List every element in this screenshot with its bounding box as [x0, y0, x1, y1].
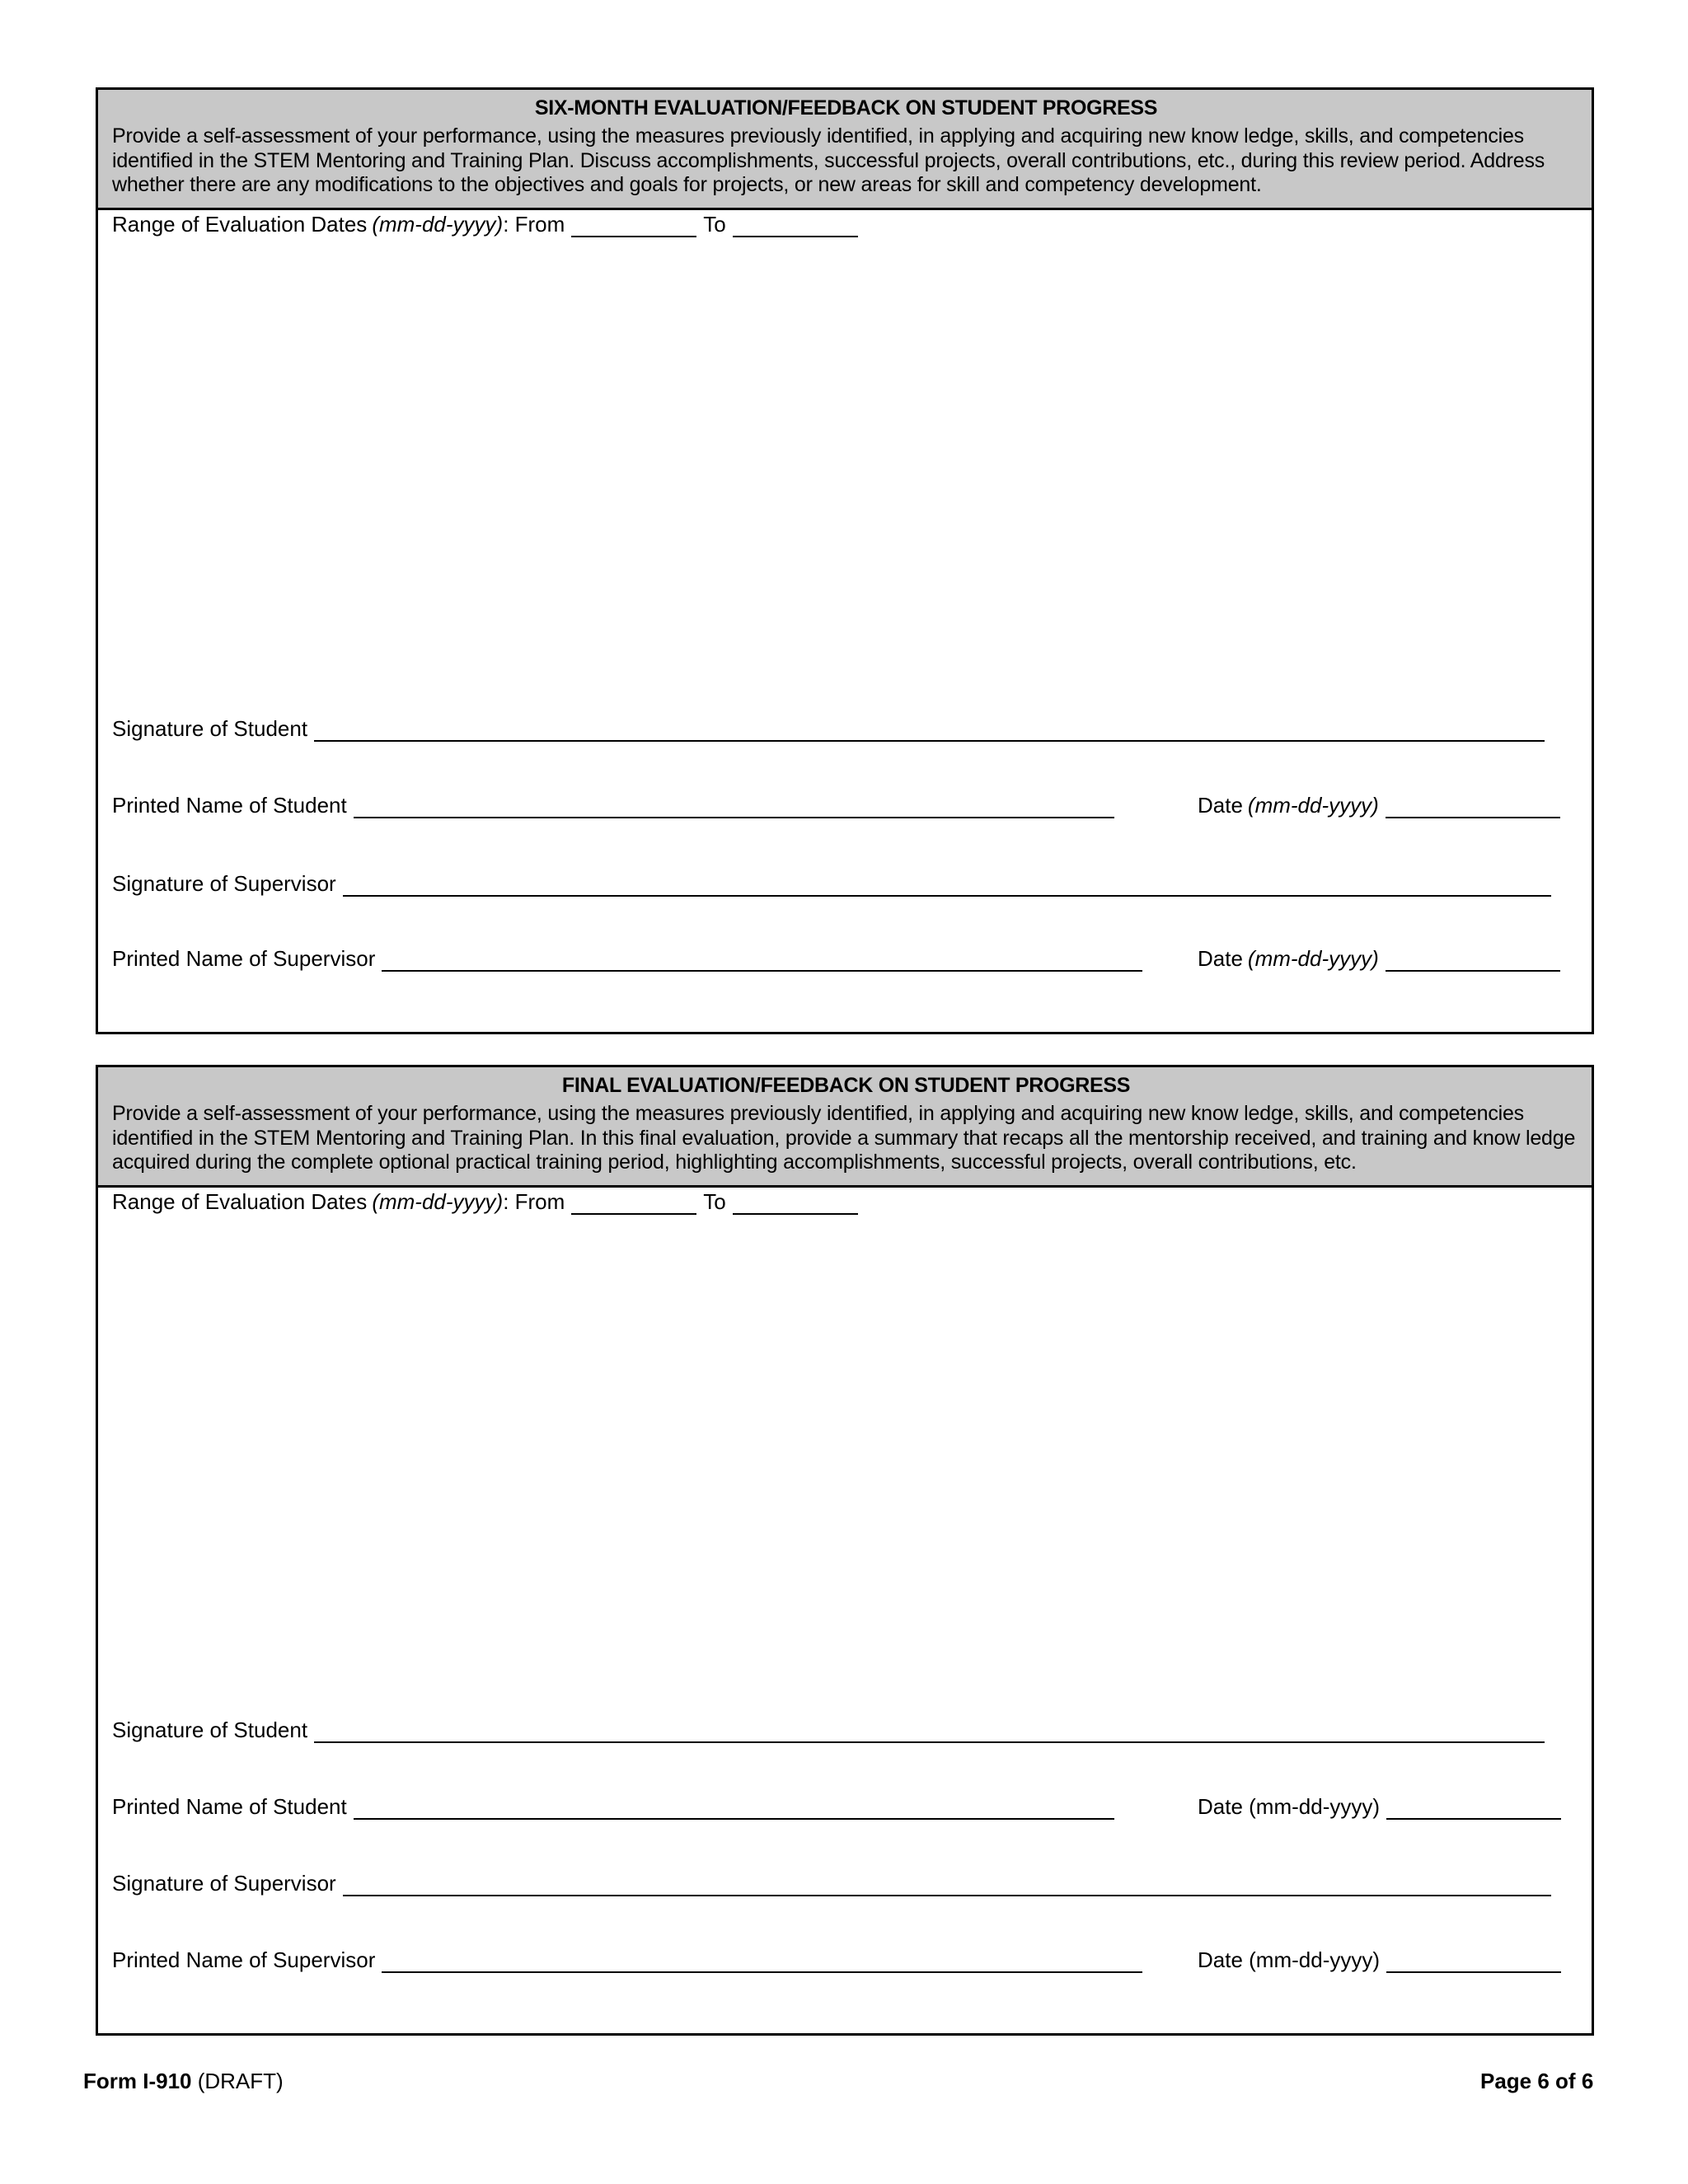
- student-date-label: Date: [1198, 792, 1243, 818]
- student-printed-name-row: [112, 1794, 1114, 1820]
- student-date-format: (mm-dd-yyyy): [1247, 792, 1379, 818]
- section-header: [98, 1067, 1592, 1188]
- section-header: [98, 90, 1592, 210]
- supervisor-signature-field[interactable]: [343, 1875, 1551, 1896]
- form-id: Form I-910: [83, 2069, 192, 2093]
- range-from-label: : From: [503, 1188, 565, 1214]
- section-instructions: Provide a self-assessment of your performance, using the measures previously identified, in applying and acquiring new know ledge, skills, and competencies identified in the STEM Mentoring and Training Plan. Discuss accomplishments, successful projects, overall contributions, etc., during this review period. Address whether there are any modifications to the objectives and goals for projects, or new areas for skill and competency development.: [112, 124, 1545, 196]
- range-label: Range of Evaluation Dates: [112, 1188, 368, 1214]
- section-title: FINAL EVALUATION/FEEDBACK ON STUDENT PROGRESS: [561, 1074, 1131, 1097]
- range-label: Range of Evaluation Dates: [112, 211, 368, 237]
- supervisor-date-label: Date: [1198, 945, 1243, 971]
- supervisor-date-field[interactable]: [1386, 1952, 1561, 1973]
- student-printed-name-row: [112, 793, 1114, 818]
- range-from-label: : From: [503, 211, 565, 237]
- supervisor-date-field[interactable]: [1386, 950, 1560, 972]
- range-to-field[interactable]: [733, 216, 858, 237]
- final-evaluation-section: [96, 1065, 1594, 2036]
- supervisor-signature-row: [112, 1871, 1551, 1896]
- supervisor-date-row: [1198, 1947, 1561, 1973]
- student-signature-label: Signature of Student: [112, 715, 308, 741]
- student-date-row: [1198, 793, 1560, 818]
- form-identifier: [83, 2069, 284, 2094]
- supervisor-printed-name-label: Printed Name of Supervisor: [112, 1947, 376, 1972]
- form-status: (DRAFT): [191, 2069, 284, 2093]
- student-date-row: [1198, 1794, 1561, 1820]
- student-date-field[interactable]: [1386, 797, 1560, 818]
- supervisor-date-row: [1198, 946, 1560, 972]
- supervisor-signature-field[interactable]: [343, 875, 1551, 897]
- student-printed-name-field[interactable]: [354, 797, 1114, 818]
- supervisor-date-label: Date (mm-dd-yyyy): [1198, 1947, 1381, 1972]
- supervisor-printed-name-field[interactable]: [382, 950, 1142, 972]
- supervisor-signature-row: [112, 871, 1551, 897]
- student-signature-row: [112, 716, 1545, 742]
- section-title: SIX-MONTH EVALUATION/FEEDBACK ON STUDENT PROGRESS: [534, 96, 1158, 120]
- range-of-dates-row: [112, 212, 865, 237]
- supervisor-printed-name-row: [112, 946, 1142, 972]
- student-signature-row: [112, 1718, 1545, 1743]
- range-format: (mm-dd-yyyy): [372, 211, 504, 237]
- supervisor-date-format: (mm-dd-yyyy): [1247, 945, 1379, 971]
- supervisor-printed-name-row: [112, 1947, 1142, 1973]
- section-instructions: Provide a self-assessment of your performance, using the measures previously identified, in applying and acquiring new know ledge, skills, and competencies identified in the STEM Mentoring and Training Plan. In this final evaluation, provide a summary that recaps all the mentorship received, and training and know ledge acquired during the complete optional practical training period, highlighting accomplishments, successful projects, overall contributions, etc.: [112, 1102, 1576, 1174]
- supervisor-signature-label: Signature of Supervisor: [112, 1870, 336, 1896]
- student-signature-field[interactable]: [314, 720, 1545, 742]
- range-to-field[interactable]: [733, 1193, 858, 1215]
- student-date-field[interactable]: [1386, 1798, 1561, 1820]
- student-printed-name-label: Printed Name of Student: [112, 792, 347, 818]
- range-to-label: To: [703, 211, 726, 237]
- supervisor-signature-label: Signature of Supervisor: [112, 870, 336, 896]
- student-date-label: Date (mm-dd-yyyy): [1198, 1793, 1381, 1819]
- student-signature-label: Signature of Student: [112, 1717, 308, 1742]
- student-printed-name-label: Printed Name of Student: [112, 1793, 347, 1819]
- six-month-evaluation-section: [96, 87, 1594, 1034]
- range-to-label: To: [703, 1188, 726, 1214]
- range-of-dates-row: [112, 1189, 865, 1215]
- page-number: Page 6 of 6: [1480, 2069, 1594, 2093]
- student-signature-field[interactable]: [314, 1722, 1545, 1743]
- supervisor-printed-name-field[interactable]: [382, 1952, 1142, 1973]
- range-from-field[interactable]: [571, 216, 696, 237]
- student-printed-name-field[interactable]: [354, 1798, 1114, 1820]
- range-format: (mm-dd-yyyy): [372, 1188, 504, 1214]
- range-from-field[interactable]: [571, 1193, 696, 1215]
- supervisor-printed-name-label: Printed Name of Supervisor: [112, 945, 376, 971]
